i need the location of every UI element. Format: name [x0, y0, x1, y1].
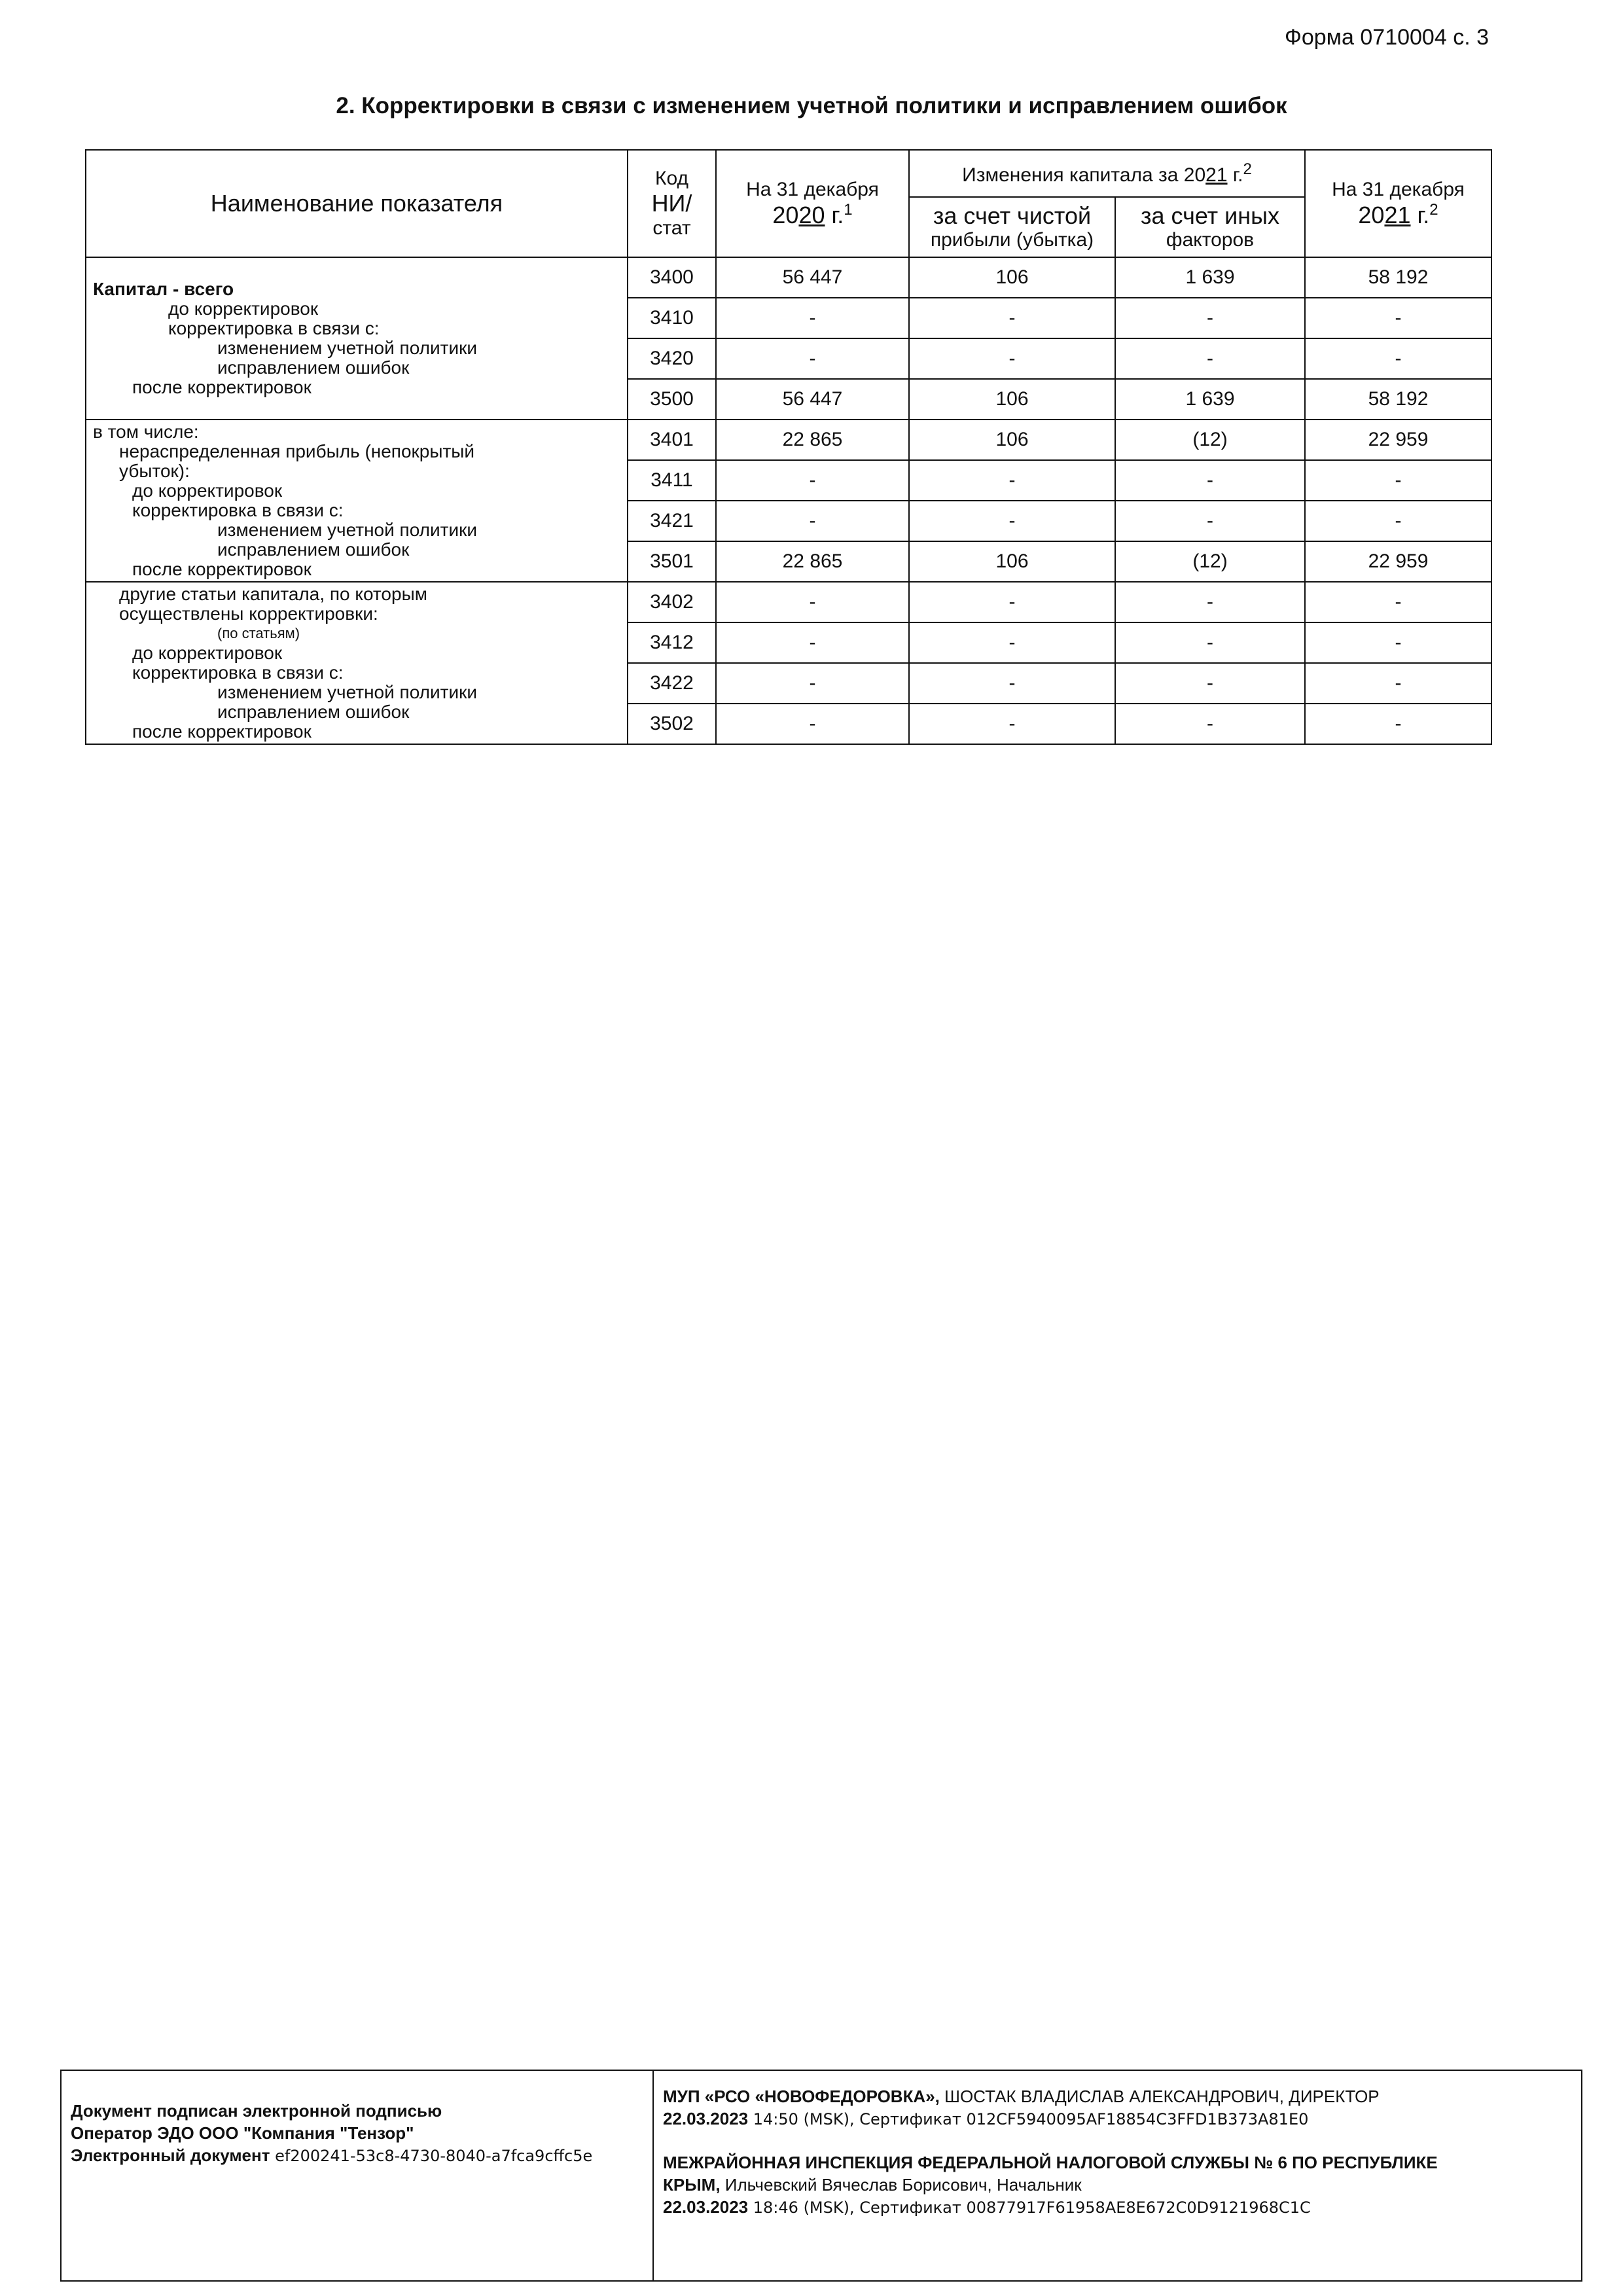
- row-code: 3401: [628, 420, 716, 460]
- row-code: 3500: [628, 379, 716, 420]
- cell-value: 22 865: [716, 541, 909, 582]
- cell-value: -: [716, 460, 909, 501]
- row-code: 3421: [628, 501, 716, 541]
- cell-value: -: [716, 663, 909, 704]
- table-row: [86, 257, 1491, 298]
- row-code: 3422: [628, 663, 716, 704]
- cell-value: 56 447: [716, 379, 909, 420]
- cell-value: 106: [909, 420, 1115, 460]
- table-row: [86, 420, 1491, 460]
- cell-value: -: [1305, 501, 1491, 541]
- cell-value: 106: [909, 541, 1115, 582]
- cell-value: 22 959: [1305, 541, 1491, 582]
- cell-value: 58 192: [1305, 379, 1491, 420]
- cell-value: 56 447: [716, 257, 909, 298]
- header-net-profit: за счет чистой прибыли (убытка): [909, 197, 1115, 257]
- header-col-2021: На 31 декабря 2021 г.$^2$: [1305, 150, 1491, 257]
- cell-value: -: [1305, 622, 1491, 663]
- cell-value: -: [1115, 582, 1305, 622]
- cell-value: -: [909, 338, 1115, 379]
- section-2-labels: в том числе: нераспределенная прибыль (непокрытый убыток): до корректировок корректировка в связи с: изменением учетной политики исправлением ошибок после корректировок: [86, 420, 628, 582]
- section-3-labels: другие статьи капитала, по которым осуществлены корректировки: (по статьям) до корректировок корректировка в связи с: изменением учетной политики исправлением ошибок после корректировок: [86, 582, 628, 744]
- signer-1-cert: 22.03.2023 14:50 (MSK), Сертификат 012CF5940095AF18854C3FFD1B373A81E0: [663, 2109, 1309, 2128]
- table-row: [86, 582, 1491, 622]
- cell-value: 22 865: [716, 420, 909, 460]
- header-col-2020: На 31 декабря 2020 г.$^1$: [716, 150, 909, 257]
- cell-value: 106: [909, 379, 1115, 420]
- signature-operator-block: [62, 2071, 654, 2280]
- header-code-col: Код НИ/ стат: [628, 150, 716, 257]
- row-code: 3502: [628, 704, 716, 744]
- cell-value: 1 639: [1115, 379, 1305, 420]
- cell-value: -: [1115, 338, 1305, 379]
- cell-value: -: [1305, 338, 1491, 379]
- signer-2: КРЫМ, Ильчевский Вячеслав Борисович, Начальник: [663, 2175, 1082, 2195]
- cell-value: -: [1115, 298, 1305, 338]
- cell-value: -: [716, 501, 909, 541]
- cell-value: -: [716, 622, 909, 663]
- cell-value: -: [716, 338, 909, 379]
- cell-value: 106: [909, 257, 1115, 298]
- cell-value: -: [1305, 298, 1491, 338]
- cell-value: -: [1305, 582, 1491, 622]
- header-name-col: Наименование показателя: [86, 150, 628, 257]
- cell-value: -: [1115, 460, 1305, 501]
- cell-value: (12): [1115, 541, 1305, 582]
- cell-value: 1 639: [1115, 257, 1305, 298]
- cell-value: -: [909, 460, 1115, 501]
- header-changes: Изменения капитала за 2021 г.$^2$: [909, 150, 1305, 197]
- cell-value: -: [716, 704, 909, 744]
- cell-value: -: [1305, 704, 1491, 744]
- cell-value: -: [909, 663, 1115, 704]
- header-other-factors: за счет иных факторов: [1115, 197, 1305, 257]
- cell-value: -: [909, 704, 1115, 744]
- signature-caption: Документ подписан электронной подписью: [71, 2101, 442, 2121]
- row-code: 3411: [628, 460, 716, 501]
- cell-value: -: [1305, 460, 1491, 501]
- cell-value: -: [716, 298, 909, 338]
- row-code: 3400: [628, 257, 716, 298]
- cell-value: -: [909, 582, 1115, 622]
- signer-2-org: МЕЖРАЙОННАЯ ИНСПЕКЦИЯ ФЕДЕРАЛЬНОЙ НАЛОГОВОЙ СЛУЖБЫ № 6 ПО РЕСПУБЛИКЕ: [663, 2153, 1438, 2172]
- row-code: 3412: [628, 622, 716, 663]
- row-code: 3501: [628, 541, 716, 582]
- section-1-labels: Капитал - всего до корректировок корректировка в связи с: изменением учетной политики исправлением ошибок после корректировок: [86, 257, 628, 420]
- edo-operator: Оператор ЭДО ООО "Компания "Тензор": [71, 2123, 414, 2143]
- cell-value: 22 959: [1305, 420, 1491, 460]
- cell-value: -: [1115, 663, 1305, 704]
- document-id: Электронный документ ef200241-53c8-4730-8040-a7fca9cffc5e: [71, 2145, 593, 2165]
- signer-2-cert: 22.03.2023 18:46 (MSK), Сертификат 00877917F61958AE8E672C0D9121968C1C: [663, 2197, 1311, 2217]
- row-code: 3402: [628, 582, 716, 622]
- signature-stamp: [60, 2070, 1582, 2282]
- corrections-table: [85, 149, 1492, 745]
- signature-signers-block: [654, 2071, 1581, 2280]
- cell-value: (12): [1115, 420, 1305, 460]
- page-title: 2. Корректировки в связи с изменением учетной политики и исправлением ошибок: [336, 93, 1287, 118]
- cell-value: -: [909, 501, 1115, 541]
- signer-1: МУП «РСО «НОВОФЕДОРОВКА», ШОСТАК ВЛАДИСЛАВ АЛЕКСАНДРОВИЧ, ДИРЕКТОР: [663, 2087, 1380, 2106]
- cell-value: -: [1115, 622, 1305, 663]
- cell-value: 58 192: [1305, 257, 1491, 298]
- cell-value: -: [909, 622, 1115, 663]
- cell-value: -: [716, 582, 909, 622]
- cell-value: -: [1115, 501, 1305, 541]
- form-code: Форма 0710004 с. 3: [1284, 25, 1489, 50]
- cell-value: -: [909, 298, 1115, 338]
- cell-value: -: [1115, 704, 1305, 744]
- row-code: 3410: [628, 298, 716, 338]
- row-code: 3420: [628, 338, 716, 379]
- cell-value: -: [1305, 663, 1491, 704]
